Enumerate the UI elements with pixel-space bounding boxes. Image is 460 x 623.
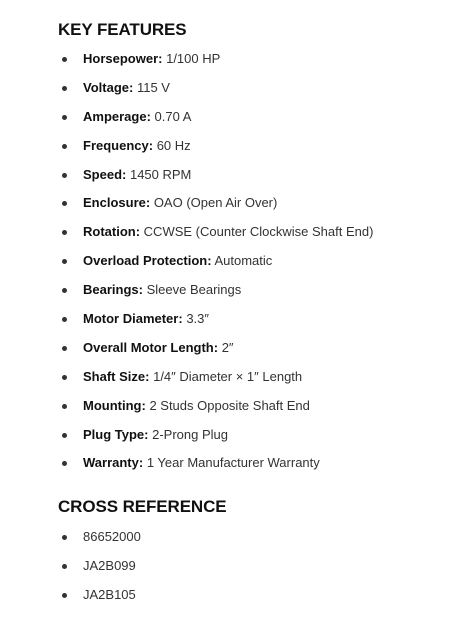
feature-item-voltage — [0, 78, 460, 107]
bullet-dot — [62, 259, 67, 264]
part-number: 86652000 — [83, 529, 141, 544]
bullet-dot — [62, 288, 67, 293]
bullet-dot — [62, 404, 67, 409]
feature-item-motor-diameter — [0, 309, 460, 338]
bullet-dot — [62, 201, 67, 206]
feature-label: Overall Motor Length: — [83, 339, 219, 355]
feature-label: Rotation: — [83, 224, 141, 240]
bullet-dot — [62, 535, 67, 540]
feature-value: 3.3″ — [186, 311, 209, 327]
feature-label: Mounting: — [83, 397, 146, 413]
feature-value: 0.70 A — [154, 108, 192, 124]
bullet-dot — [62, 86, 67, 91]
bullet-dot — [62, 317, 67, 322]
feature-label: Horsepower: — [83, 51, 163, 66]
feature-label: Warranty: — [83, 455, 144, 471]
part-number: JA2B105 — [83, 587, 136, 602]
feature-value: 115 V — [136, 79, 170, 95]
feature-item-amperage — [0, 107, 460, 136]
feature-label: Amperage: — [83, 108, 151, 124]
feature-value: Automatic — [214, 253, 273, 269]
bullet-dot — [62, 461, 67, 466]
bullet-dot — [62, 433, 67, 438]
bullet-dot — [62, 115, 67, 120]
feature-value: 1450 RPM — [129, 166, 192, 182]
feature-item-plug-type — [0, 425, 460, 454]
key-features-heading: KEY FEATURES — [58, 20, 187, 39]
key-features-list — [0, 49, 460, 482]
feature-label: Frequency: — [83, 137, 154, 153]
bullet-dot — [62, 346, 67, 351]
feature-label: Plug Type: — [83, 426, 149, 442]
feature-label: Voltage: — [83, 79, 134, 95]
feature-label: Overload Protection: — [83, 253, 212, 269]
feature-item-enclosure — [0, 193, 460, 222]
feature-label: Enclosure: — [83, 195, 151, 211]
feature-item-mounting — [0, 396, 460, 425]
feature-item-frequency — [0, 136, 460, 165]
feature-value: 2 Studs Opposite Shaft End — [149, 397, 310, 413]
feature-item-overload-protection — [0, 251, 460, 280]
feature-item-shaft-size — [0, 367, 460, 396]
feature-item-bearings — [0, 280, 460, 309]
feature-value: Sleeve Bearings — [146, 282, 242, 298]
bullet-dot — [62, 57, 67, 62]
feature-value: 2″ — [221, 339, 234, 355]
cross-reference-item — [0, 556, 460, 585]
feature-value: 60 Hz — [156, 137, 191, 153]
feature-value: OAO (Open Air Over) — [153, 195, 278, 211]
feature-label: Shaft Size: — [83, 368, 150, 384]
feature-item-warranty — [0, 453, 460, 482]
bullet-dot — [62, 564, 67, 569]
feature-value: 1 Year Manufacturer Warranty — [146, 455, 320, 471]
feature-label: Bearings: — [83, 282, 143, 298]
bullet-dot — [62, 173, 67, 178]
feature-label: Motor Diameter: — [83, 311, 183, 327]
cross-reference-heading: CROSS REFERENCE — [58, 497, 227, 516]
feature-value: 1/100 HP — [166, 51, 221, 66]
feature-value: 1/4″ Diameter × 1″ Length — [153, 368, 303, 384]
cross-reference-item — [0, 585, 460, 614]
feature-value: CCWSE (Counter Clockwise Shaft End) — [143, 224, 374, 240]
bullet-dot — [62, 593, 67, 598]
cross-reference-item — [0, 527, 460, 556]
part-number: JA2B099 — [83, 558, 136, 573]
feature-value: 2-Prong Plug — [152, 426, 228, 442]
cross-reference-list — [0, 527, 460, 614]
feature-label: Speed: — [83, 166, 127, 182]
feature-item-horsepower — [0, 49, 460, 78]
bullet-dot — [62, 375, 67, 380]
bullet-dot — [62, 230, 67, 235]
feature-item-speed — [0, 165, 460, 194]
bullet-dot — [62, 144, 67, 149]
feature-item-overall-motor-length — [0, 338, 460, 367]
feature-item-rotation — [0, 222, 460, 251]
